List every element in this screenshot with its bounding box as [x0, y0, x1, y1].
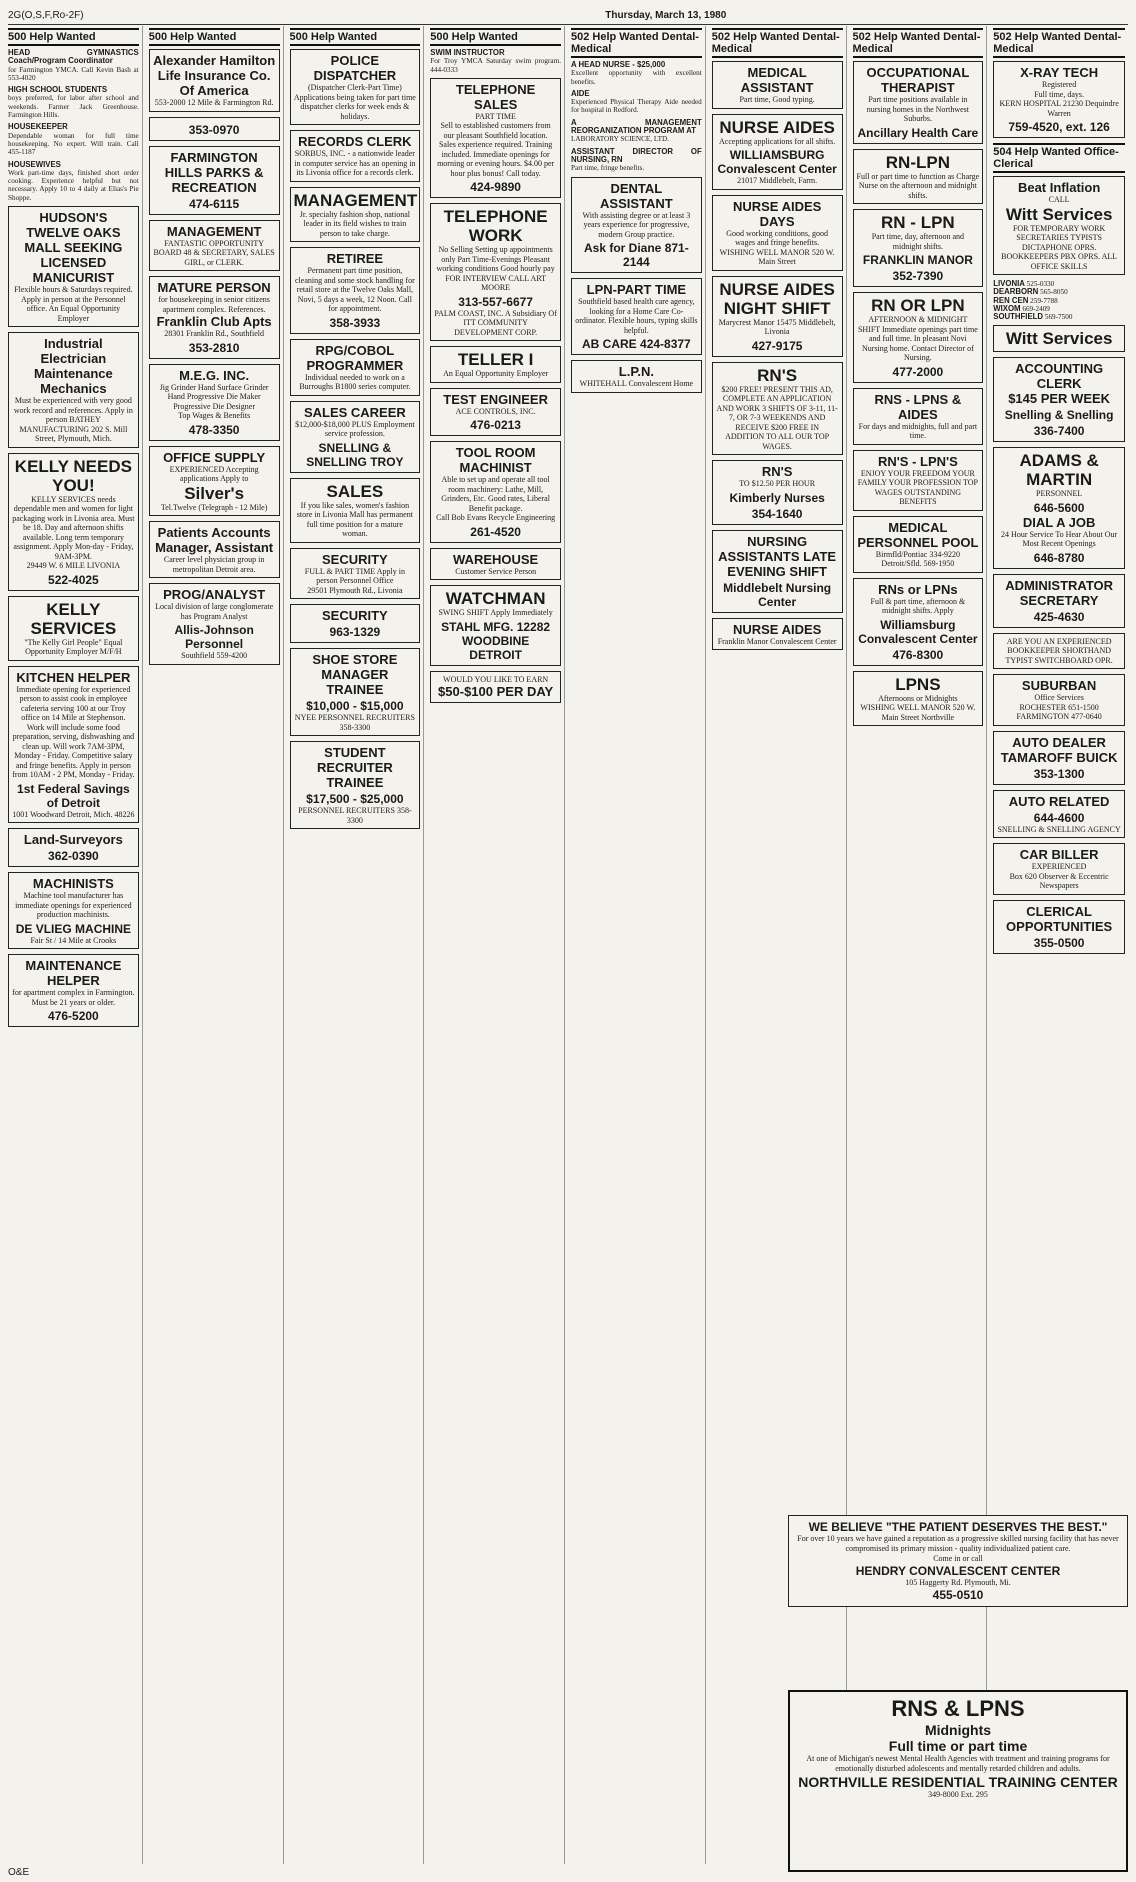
display-ad-clerical: CLERICAL OPPORTUNITIES 355-0500 — [993, 900, 1125, 954]
column-5 — [571, 26, 706, 1864]
display-ad-auto-dealer: AUTO DEALER TAMAROFF BUICK 353-1300 — [993, 731, 1125, 785]
display-ad-land-surveyors: Land-Surveyors 362-0390 — [8, 828, 139, 867]
display-ad-office-supply: OFFICE SUPPLY EXPERIENCED Accepting applications Apply to Silver's Tel.Twelve (Telegraph - 12 Mile) — [149, 446, 280, 517]
display-ad-police: POLICE DISPATCHER (Dispatcher Clerk-Part Time) Applications being taken for part time dispatcher clerks for week ends & holidays. — [290, 49, 421, 125]
display-ad-nursing-assistants: NURSING ASSISTANTS LATE EVENING SHIFT Middlebelt Nursing Center — [712, 530, 843, 613]
display-ad-kitchen-helper: KITCHEN HELPER Immediate opening for experienced person to assist cook in employee cafeteria serving 100 at our Troy office on 14 Mile at Stephenson. Work will include some food preparation, serving, dishwashing and clean up. Will work 7AM-3PM, Monday - Friday. Competitive salary and fringe benefits. Apply in person from 10AM - 2 PM, Monday - Friday. 1st Federal Savings of Detroit 1001 Woodward Detroit, Mich. 48226 — [8, 666, 139, 824]
display-ad-franklin-manor: NURSE AIDES Franklin Manor Convalescent Center — [712, 618, 843, 651]
section-header: 502 Help Wanted Dental-Medical — [571, 28, 702, 58]
display-ad-nurse-aides-night: NURSE AIDES NIGHT SHIFT Marycrest Manor 15475 Middlebelt, Livonia 427-9175 — [712, 276, 843, 357]
display-ad-hudsons: HUDSON'S TWELVE OAKS MALL SEEKING LICENSED MANICURIST Flexible hours & Saturdays required. Apply in person at the Personnel office. An Equal Opportunity Employer — [8, 206, 139, 327]
display-ad-northville: RNS & LPNS Midnights Full time or part time At one of Michigan's newest Mental Health Agencies with treatment and training programs for emotionally disturbed adolescents and mentally retarded children and adults. NORTHVILLE RESIDENTIAL TRAINING CENTER 349-8000 Ext. 295 — [788, 1690, 1128, 1872]
display-ad-telephone-work: TELEPHONE WORK No Selling Setting up appointments only Part Time-Evenings Pleasant working conditions Good hourly pay FOR INTERVIEW CALL ART MOORE 313-557-6677 PALM COAST, INC. A Subsidiary Of ITT COMMUNITY DEVELOPMENT CORP. — [430, 203, 561, 341]
display-ad-dental-assistant: DENTAL ASSISTANT With assisting degree or at least 3 years experience for progressive, modern Group practice. Ask for Diane 871-2144 — [571, 177, 702, 274]
column-2 — [149, 26, 284, 1864]
classified-ad: AIDE Experienced Physical Therapy Aide needed for hospital in Redford. — [571, 88, 702, 115]
display-ad-suburban: SUBURBAN Office Services ROCHESTER 651-1500 FARMINGTON 477-0640 — [993, 674, 1125, 726]
display-ad-auto-related: AUTO RELATED 644-4600 SNELLING & SNELLING AGENCY — [993, 790, 1125, 839]
display-ad-rn-lpn: RN-LPN Full or part time to function as Charge Nurse on the afternoon and midnight shifts. — [853, 149, 984, 205]
display-ad-witt-2: Witt Services — [993, 325, 1125, 352]
classified-ad: ASSISTANT DIRECTOR OF NURSING, RN Part time, fringe benefits. — [571, 146, 702, 173]
display-ad-farmington: FARMINGTON HILLS PARKS & RECREATION 474-6115 — [149, 146, 280, 215]
classified-ad: A HEAD NURSE - $25,000 Excellent opportunity with excellent benefits. — [571, 60, 702, 86]
display-ad-sales-career: SALES CAREER $12,000-$18,000 PLUS Employment service profession. SNELLING & SNELLING TROY — [290, 401, 421, 473]
display-ad-phone: 353-0970 — [149, 117, 280, 141]
display-ad-rns-200: RN'S $200 FREE! PRESENT THIS AD, COMPLETE AN APPLICATION AND WORK 3 SHIFTS OF 3-11, 11-7, OR 7-3 WEEKENDS AND RECEIVE $200 FREE IN ADDITION TO ALL OUR TOP WAGES. — [712, 362, 843, 456]
display-ad-rns-lpns-aides: RNS - LPNS & AIDES For days and midnights, full and part time. — [853, 388, 984, 445]
display-ad-rn-or-lpn: RN OR LPN AFTERNOON & MIDNIGHT SHIFT Immediate openings part time and full time. In pleasant Novi Nursing home. Contact Director of Nursing. 477-2000 — [853, 292, 984, 383]
column-4 — [430, 26, 565, 1864]
display-ad-witt: Beat Inflation CALL Witt Services FOR TEMPORARY WORK SECRETARIES TYPISTS DICTAPHONE OPRS. BOOKKEEPERS PBX OPRS. ALL OFFICE SKILLS — [993, 176, 1125, 275]
issue-date: Thursday, March 13, 1980 — [605, 9, 727, 21]
section-header: 500 Help Wanted — [430, 28, 561, 46]
display-ad-franklin-rn: RN - LPN Part time, day, afternoon and midnight shifts. FRANKLIN MANOR 352-7390 — [853, 209, 984, 287]
display-ad-prog-analyst: PROG/ANALYST Local division of large conglomerate has Program Analyst Allis-Johnson Personnel Southfield 559-4200 — [149, 583, 280, 665]
display-ad-lpn: L.P.N. WHITEHALL Convalescent Home — [571, 360, 702, 393]
section-header: 504 Help Wanted Office-Clerical — [993, 143, 1125, 173]
list-item: DEARBORN 565-8050 — [993, 287, 1068, 297]
section-header: 500 Help Wanted — [149, 28, 280, 46]
classified-ad: HIGH SCHOOL STUDENTS boys preferred, for labor after school and weekends. Farmer Jack Greenhouse. Farmington Hills. — [8, 85, 139, 120]
display-ad-sales: SALES If you like sales, women's fashion store in Livonia Mall has permanent full time position for a mature woman. — [290, 478, 421, 543]
folio-bar — [8, 6, 1128, 25]
display-ad-occupational-therapist: OCCUPATIONAL THERAPIST Part time positions available in nursing homes in the Northwest Suburbs. Ancillary Health Care — [853, 61, 984, 144]
section-header: 502 Help Wanted Dental-Medical — [712, 28, 843, 58]
display-ad-telephone-sales: TELEPHONE SALES PART TIME Sell to established customers from our pleasant Southfield location. Sales experience required. Training included. Immediate openings for morning or evening hours. $4.00 per hour plus bonus! Call today. 424-9890 — [430, 78, 561, 199]
display-ad-accounting-clerk: ACCOUNTING CLERK $145 PER WEEK Snelling & Snelling 336-7400 — [993, 357, 1125, 442]
display-ad-records: RECORDS CLERK SORBUS, INC. - a nationwide leader in computer service has an opening in its Livonia office for a records clerk. — [290, 130, 421, 182]
display-ad-retiree: RETIREE Permanent part time position, cleaning and some stock handling for retail store at the Twelve Oaks Mall, Novi, 5 days a week, 12 Noon. Call for appointment. 358-3933 — [290, 247, 421, 334]
display-ad-security: SECURITY FULL & PART TIME Apply in person Personnel Office 29501 Plymouth Rd., Livonia — [290, 548, 421, 600]
display-ad-kelly: KELLY NEEDS YOU! KELLY SERVICES needs dependable men and women for light packaging work in Livonia area. Must be 18. Day and afternoon shifts available. Long term temporary assignment. Apply Mon-day - Friday, 9AM-3PM. 29449 W. 6 MILE LIVONIA 522-4025 — [8, 453, 139, 591]
footer-code: O&E — [8, 1867, 30, 1878]
display-ad-hendry: WE BELIEVE "THE PATIENT DESERVES THE BEST." For over 10 years we have gained a reputation as a progressive skilled nursing facility that has never compromised its primary mission - quality individualized patient care. Come in or call HENDRY CONVALESCENT CENTER 105 Haggerty Rd. Plymouth, Mi. 455-0510 — [788, 1515, 1128, 1607]
display-ad-kelly-services: KELLY SERVICES "The Kelly Girl People" Equal Opportunity Employer M/F/H — [8, 596, 139, 661]
display-ad-are-you: ARE YOU AN EXPERIENCED BOOKKEEPER SHORTHAND TYPIST SWITCHBOARD OPR. — [993, 633, 1125, 670]
section-header: 500 Help Wanted — [8, 28, 139, 46]
display-ad-maintenance-helper: MAINTENANCE HELPER for apartment complex in Farmington. Must be 21 years or older. 476-5200 — [8, 954, 139, 1027]
display-ad-medical-pool: MEDICAL PERSONNEL POOL Birmfld/Pontiac 334-9220 Detroit/Sfld. 569-1950 — [853, 516, 984, 573]
section-header: 500 Help Wanted — [290, 28, 421, 46]
display-ad-rpg: RPG/COBOL PROGRAMMER Individual needed to work on a Burroughs B1800 series computer. — [290, 339, 421, 396]
list-item: LIVONIA 525-0330 — [993, 279, 1055, 288]
display-ad-rns-wage: RN'S TO $12.50 PER HOUR Kimberly Nurses 354-1640 — [712, 460, 843, 525]
display-ad-nurse-aides-days: NURSE AIDES DAYS Good working conditions, good wages and fringe benefits. WISHING WELL MANOR 520 W. Main Street — [712, 195, 843, 271]
display-ad-student-recruiter: STUDENT RECRUITER TRAINEE $17,500 - $25,000 PERSONNEL RECRUITERS 358-3300 — [290, 741, 421, 829]
display-ad-adams-martin: ADAMS & MARTIN PERSONNEL 646-5600 DIAL A JOB 24 Hour Service To Hear About Our Most Recent Openings 646-8780 — [993, 447, 1125, 569]
display-ad-xray: X-RAY TECH Registered Full time, days. KERN HOSPITAL 21230 Dequindre Warren 759-4520, ext. 126 — [993, 61, 1125, 138]
classified-ad: HEAD GYMNASTICS Coach/Program Coordinator for Farmington YMCA. Call Kevin Bash at 553-4020 — [8, 48, 139, 82]
display-ad-earn: WOULD YOU LIKE TO EARN $50-$100 PER DAY — [430, 671, 561, 704]
display-ad-alexander: Alexander Hamilton Life Insurance Co. Of America 553-2000 12 Mile & Farmington Rd. — [149, 49, 280, 112]
display-ad-williamsburg: RNs or LPNs Full & part time, afternoon & midnight shifts. Apply Williamsburg Convalescent Center 476-8300 — [853, 578, 984, 666]
list-item: SOUTHFIELD 569-7500 — [993, 312, 1073, 322]
list-item: WIXOM 669-2409 — [993, 303, 1050, 313]
display-ad-nurse-aides: NURSE AIDES Accepting applications for all shifts. WILLIAMSBURG Convalescent Center 21017 Middlebelt, Farm. — [712, 114, 843, 190]
column-3 — [290, 26, 425, 1864]
display-ad-lpns: LPNS Afternoons or Midnights WISHING WELL MANOR 520 W. Main Street Northville — [853, 671, 984, 727]
city-phone-list — [993, 280, 1125, 321]
display-ad-machinists: MACHINISTS Machine tool manufacturer has immediate openings for experienced production machinists. DE VLIEG MACHINE Fair St / 14 Mile at Crooks — [8, 872, 139, 949]
display-ad-warehouse: WAREHOUSE Customer Service Person — [430, 548, 561, 581]
section-header: 502 Help Wanted Dental-Medical — [993, 28, 1125, 58]
section-header: 502 Help Wanted Dental-Medical — [853, 28, 984, 58]
display-ad-teller: TELLER I An Equal Opportunity Employer — [430, 346, 561, 383]
list-item: REN CEN 259-7788 — [993, 295, 1058, 305]
display-ad-management: MANAGEMENT FANTASTIC OPPORTUNITY BOARD 48 & SECRETARY, SALES GIRL, or CLERK. — [149, 220, 280, 272]
display-ad-management: MANAGEMENT Jr. specialty fashion shop, national leader in its field wishes to train person to take charge. — [290, 187, 421, 243]
display-ad-mature-person: MATURE PERSON for housekeeping in senior citizens apartment complex. References. Franklin Club Apts 28301 Franklin Rd., Southfield 353-2810 — [149, 276, 280, 359]
display-ad-meg: M.E.G. INC. Jig Grinder Hand Surface Grinder Hand Progressive Die Maker Progressive Die Designer Top Wages & Benefits 478-3350 — [149, 364, 280, 441]
display-ad-rns-lpns-freedom: RN'S - LPN'S ENJOY YOUR FREEDOM YOUR FAMILY YOUR PROFESSION TOP WAGES OUTSTANDING BENEFITS — [853, 450, 984, 511]
display-ad-security-2: SECURITY 963-1329 — [290, 604, 421, 643]
display-ad-patients: Patients Accounts Manager, Assistant Career level physician group in metropolitan Detroit area. — [149, 521, 280, 578]
display-ad-medical-assistant: MEDICAL ASSISTANT Part time, Good typing. — [712, 61, 843, 109]
display-ad-watchman: WATCHMAN SWING SHIFT Apply Immediately STAHL MFG. 12282 WOODBINE DETROIT — [430, 585, 561, 666]
column-1 — [8, 26, 143, 1864]
classified-ad: HOUSEKEEPER Dependable woman for full time housekeeping. No expert. Will train. Call 455-1187 — [8, 122, 139, 157]
classified-ad: HOUSEWIVES Work part-time days, finished short order cooking. Experience helpful but not necessary. Apply 10 to 4 daily at Elias's Pie Shoppe. — [8, 159, 139, 202]
display-ad-test-engineer: TEST ENGINEER ACE CONTROLS, INC. 476-0213 — [430, 388, 561, 437]
display-ad-car-biller: CAR BILLER EXPERIENCED Box 620 Observer & Eccentric Newspapers — [993, 843, 1125, 895]
display-ad-tool-room: TOOL ROOM MACHINIST Able to set up and operate all tool room machinery: Lathe, Mill, Grinders, Etc. Good rates, Liberal Benefit package. Call Bob Evans Recycle Engineering 261-4520 — [430, 441, 561, 543]
classified-ad: SWIM INSTRUCTOR For Troy YMCA Saturday swim program. 444-0333 — [430, 48, 561, 74]
page-label: 2G(O,S,F,Ro-2F) — [8, 9, 84, 21]
classified-ad: A MANAGEMENT REORGANIZATION PROGRAM AT LABORATORY SCIENCE, LTD. — [571, 117, 702, 144]
display-ad-lpn-part-time: LPN-PART TIME Southfield based health care agency, looking for a Home Care Co-ordinator. Flexible hours, typing skills helpful. AB CARE 424-8377 — [571, 278, 702, 355]
display-ad-bathey: Industrial Electrician Maintenance Mechanics Must be experienced with very good work record and references. Apply in person BATHEY MANUFACTURING 202 S. Mill Street, Plymouth, Mich. — [8, 332, 139, 448]
display-ad-administrator: ADMINISTRATOR SECRETARY 425-4630 — [993, 574, 1125, 628]
display-ad-shoe-store: SHOE STORE MANAGER TRAINEE $10,000 - $15,000 NYEE PERSONNEL RECRUITERS 358-3300 — [290, 648, 421, 736]
